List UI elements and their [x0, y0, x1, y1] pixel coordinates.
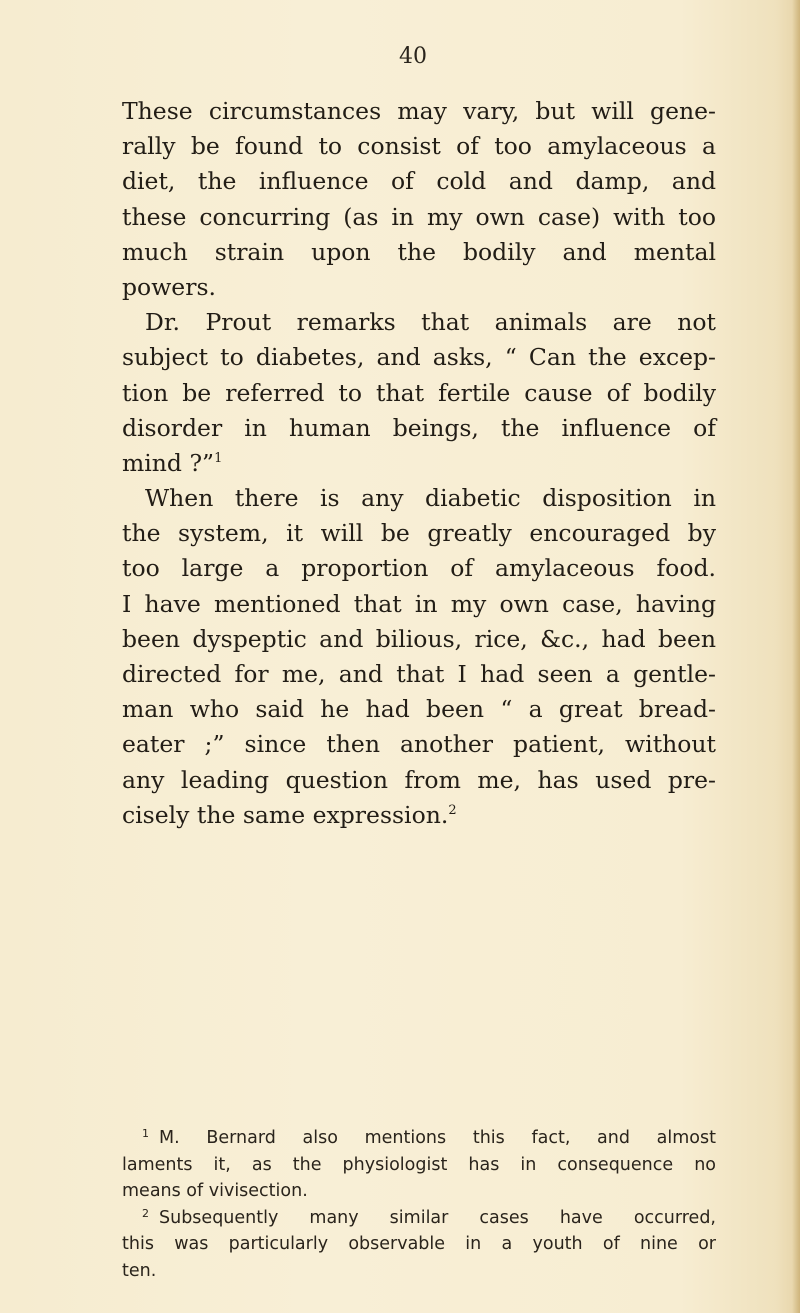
text-line: powers. — [122, 272, 216, 301]
text-line: mind ?” — [122, 448, 215, 477]
text-line: the system, it will be greatly encouraged by — [122, 519, 716, 548]
text-line-with-footnote — [122, 446, 716, 481]
footnote-1-mark: 1 — [142, 1127, 149, 1140]
text-line: directed for me, and that I had seen a gentle- — [122, 660, 716, 688]
footnote-reference-2: 2 — [448, 802, 457, 818]
main-text — [122, 94, 716, 833]
footnote-reference-1: 1 — [214, 450, 223, 466]
text-line: much strain upon the bodily and mental — [122, 237, 716, 266]
footnote-2-mark: 2 — [142, 1206, 149, 1220]
text-line: Dr. Prout remarks that animals are not — [145, 308, 716, 337]
page-edge-shadow — [792, 0, 800, 1313]
footnotes — [122, 1125, 716, 1284]
page-number: 40 — [399, 44, 427, 69]
footnote-2-line: ten. — [122, 1260, 157, 1281]
footnote-2-line — [122, 1205, 716, 1232]
text-line-with-footnote — [122, 798, 716, 833]
text-line: any leading question from me, has used pre- — [122, 765, 716, 794]
text-line: been dyspeptic and bilious, rice, &c., had been — [122, 624, 716, 653]
text-line: These circumstances may vary, but will gene- — [122, 97, 716, 125]
text-line: disorder in human beings, the influence of — [122, 413, 716, 442]
text-line: subject to diabetes, and asks, “ Can the excep- — [122, 343, 716, 372]
footnote-2-line: this was particularly observable in a youth of nine or — [122, 1234, 716, 1254]
footnote-1-line: laments it, as the physiologist has in consequence no — [122, 1154, 716, 1175]
text-line: these concurring (as in my own case) with too — [122, 202, 716, 231]
text-line: eater ;” since then another patient, without — [122, 730, 716, 759]
footnote-text: M. Bernard also mentions this fact, and almost — [159, 1128, 716, 1148]
text-line: When there is any diabetic disposition in — [145, 484, 716, 513]
text-line: I have mentioned that in my own case, having — [122, 589, 716, 618]
footnote-1-line: means of vivisection. — [122, 1181, 308, 1201]
text-line: too large a proportion of amylaceous food. — [122, 554, 716, 583]
text-line: cisely the same expression. — [122, 800, 449, 829]
text-line: diet, the influence of cold and damp, and — [122, 167, 716, 196]
footnote-1-line — [122, 1125, 716, 1152]
footnote-text: Subsequently many similar cases have occurred, — [159, 1207, 716, 1228]
text-line: rally be found to consist of too amylaceous a — [122, 132, 716, 161]
text-line: man who said he had been “ a great bread- — [122, 695, 716, 724]
text-line: tion be referred to that fertile cause of bodily — [122, 378, 716, 407]
